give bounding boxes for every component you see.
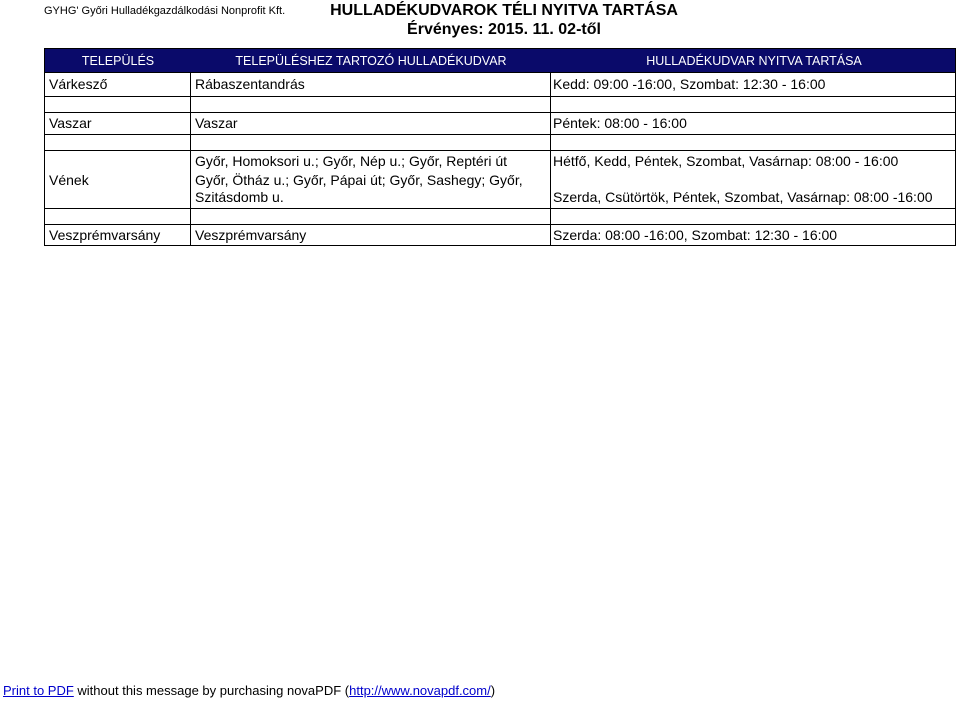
print-footer (3, 683, 495, 698)
table-row (44, 225, 956, 246)
col-hours: HULLADÉKUDVAR NYITVA TARTÁSA (646, 54, 862, 68)
yard: Győr, Homoksori u.; Győr, Nép u.; Győr, Reptéri út (195, 153, 508, 169)
yard: Győr, Ötház u.; Győr, Pápai út; Győr, Sashegy; Győr, (195, 172, 523, 188)
footer-end: ) (490, 683, 496, 698)
page-title: HULLADÉKUDVAROK TÉLI NYITVA TARTÁSA (330, 2, 678, 19)
spacer-row (44, 209, 956, 225)
table-row (44, 113, 956, 135)
table-row (44, 73, 956, 97)
yard: Rábaszentandrás (195, 76, 305, 92)
footer-text: without this message by purchasing novaPDF ( (73, 683, 350, 698)
novapdf-link[interactable]: http://www.novapdf.com/ (349, 683, 491, 698)
settlement: Vének (49, 172, 89, 188)
hours: Péntek: 08:00 - 16:00 (553, 115, 687, 131)
yard: Vaszar (195, 115, 238, 131)
hours: Szerda: 08:00 -16:00, Szombat: 12:30 - 16:00 (553, 227, 838, 243)
col-yard: TELEPÜLÉSHEZ TARTOZÓ HULLADÉKUDVAR (235, 54, 507, 68)
hours: Hétfő, Kedd, Péntek, Szombat, Vasárnap: 08:00 - 16:00 (553, 153, 899, 169)
yard: Szitásdomb u. (195, 189, 284, 205)
settlement: Veszprémvarsány (49, 227, 161, 243)
spacer-row (44, 135, 956, 151)
table-header (44, 48, 956, 73)
spacer-row (44, 97, 956, 113)
yard: Veszprémvarsány (195, 227, 307, 243)
print-to-pdf-link[interactable]: Print to PDF (3, 683, 74, 698)
col-settlement: TELEPÜLÉS (81, 54, 155, 68)
hours: Kedd: 09:00 -16:00, Szombat: 12:30 - 16:00 (553, 76, 826, 92)
settlement: Várkesző (49, 76, 108, 92)
settlement: Vaszar (49, 115, 92, 131)
company-name: GYHG' Győri Hulladékgazdálkodási Nonprofit Kft. (44, 5, 286, 17)
valid-from: Érvényes: 2015. 11. 02-től (407, 21, 601, 38)
schedule-table (44, 48, 956, 246)
hours: Szerda, Csütörtök, Péntek, Szombat, Vasárnap: 08:00 -16:00 (553, 189, 933, 205)
table-row (44, 151, 956, 209)
